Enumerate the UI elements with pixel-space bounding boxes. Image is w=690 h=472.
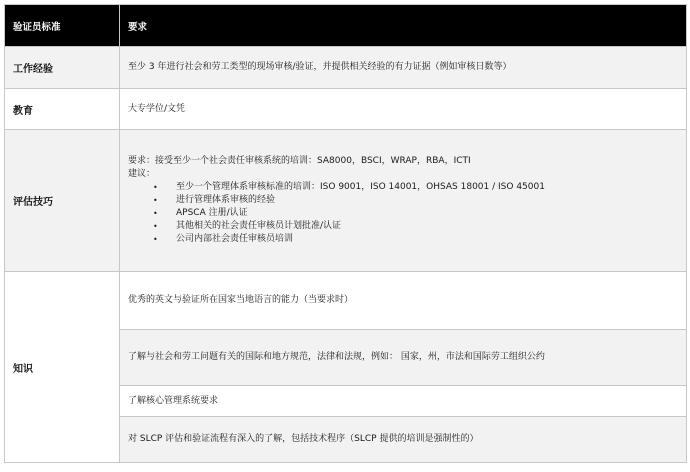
row-experience [5,47,687,89]
knowledge-item-2: 了解与社会和劳工问题有关的国际和地方规范，法律和法规，例如： 国家，州，市法和国际劳工组织公约 [120,330,687,386]
bullet-icon: • [153,183,158,192]
bullet-icon: • [153,209,158,218]
row-knowledge-1 [5,272,687,330]
header-criteria-label: 验证员标准 [13,21,61,33]
header-requirements-label: 要求 [128,21,148,33]
header-criteria [5,5,120,47]
row-skills [5,130,687,272]
education-value: 大专学位/文凭 [120,89,687,130]
experience-label: 工作经验 [5,47,120,89]
table-header-row [5,5,687,47]
verifier-requirements-table [4,4,687,463]
bullet-icon: • [153,196,158,205]
header-requirements [120,5,687,47]
bullet-icon: • [153,235,158,244]
bullet-icon: • [153,222,158,231]
skills-label: 评估技巧 [5,130,120,272]
list-item [128,207,678,220]
list-item-text: APSCA 注册/认证 [176,208,248,218]
list-item [128,220,678,233]
education-label: 教育 [5,89,120,130]
skills-suggested-list [128,181,678,246]
list-item [128,233,678,246]
list-item-text: 进行管理体系审核的经验 [176,195,276,205]
skills-required-text: 要求：接受至少一个社会责任审核系统的培训：SA8000，BSCI，WRAP，RBA，ICTI [128,156,471,166]
knowledge-label: 知识 [5,272,120,463]
list-item-text: 公司内部社会责任审核员培训 [176,234,294,244]
experience-value: 至少 3 年进行社会和劳工类型的现场审核/验证，并提供相关经验的有力证据（例如审核日数等） [120,47,687,89]
list-item [128,181,678,194]
list-item-text: 其他相关的社会责任审核员计划批准/认证 [176,221,342,231]
knowledge-item-3: 了解核心管理系统要求 [120,386,687,417]
knowledge-item-1: 优秀的英文与验证所在国家当地语言的能力（当要求时） [120,272,687,330]
list-item [128,194,678,207]
list-item-text: 至少一个管理体系审核标准的培训：ISO 9001，ISO 14001，OHSAS 18001 / ISO 45001 [176,182,545,192]
row-education [5,89,687,130]
knowledge-item-4: 对 SLCP 评估和验证流程有深入的了解，包括技术程序（SLCP 提供的培训是强制性的） [120,417,687,463]
skills-suggested-label: 建议： [128,169,156,179]
skills-value [120,130,687,272]
